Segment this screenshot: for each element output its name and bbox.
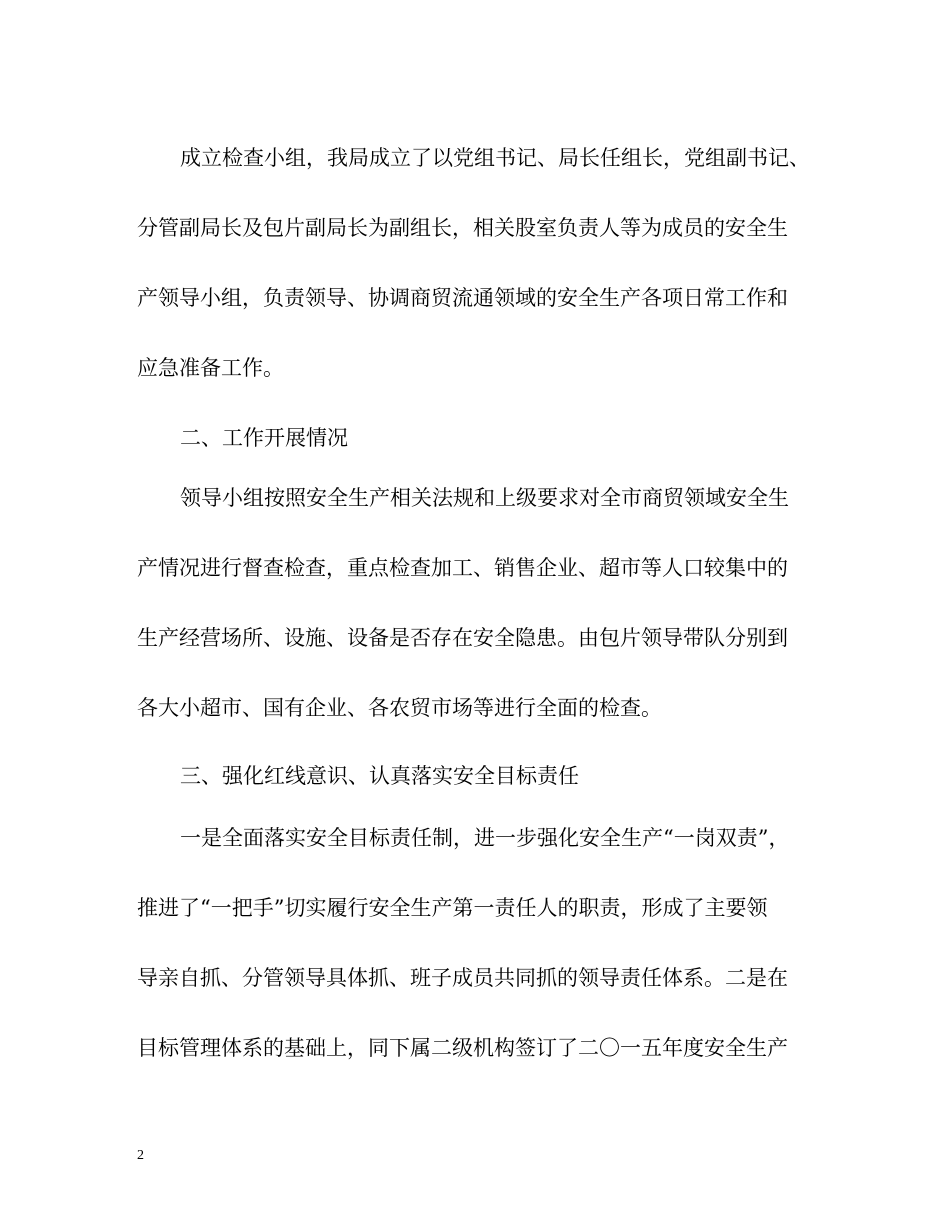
paragraph-line: 一是全面落实安全目标责任制，进一步强化安全生产“一岗双责”，: [180, 826, 790, 850]
paragraph-line: 分管副局长及包片副局长为副组长，相关股室负责人等为成员的安全生: [137, 216, 788, 240]
paragraph-line: 各大小超市、国有企业、各农贸市场等进行全面的检查。: [137, 696, 662, 720]
paragraph-line: 生产经营场所、设施、设备是否存在安全隐患。由包片领导带队分别到: [137, 626, 788, 650]
paragraph-line: 成立检查小组，我局成立了以党组书记、局长任组长，党组副书记、: [180, 146, 810, 170]
paragraph-line: 应急准备工作。: [137, 356, 284, 380]
paragraph-line: 推进了“一把手”切实履行安全生产第一责任人的职责，形成了主要领: [137, 896, 768, 920]
heading-text: 三、强化红线意识、认真落实安全目标责任: [180, 764, 579, 788]
paragraph-line: 导亲自抓、分管领导具体抓、班子成员共同抓的领导责任体系。二是在: [137, 966, 788, 990]
paragraph-line: 产领导小组，负责领导、协调商贸流通领域的安全生产各项日常工作和: [137, 286, 788, 310]
page-number: 2: [137, 1148, 144, 1163]
paragraph-line: 目标管理体系的基础上，同下属二级机构签订了二〇一五年度安全生产: [137, 1036, 788, 1060]
paragraph-line: 领导小组按照安全生产相关法规和上级要求对全市商贸领域安全生: [180, 486, 789, 510]
heading-text: 二、工作开展情况: [180, 426, 348, 450]
paragraph-line: 产情况进行督查检查，重点检查加工、销售企业、超市等人口较集中的: [137, 556, 788, 580]
